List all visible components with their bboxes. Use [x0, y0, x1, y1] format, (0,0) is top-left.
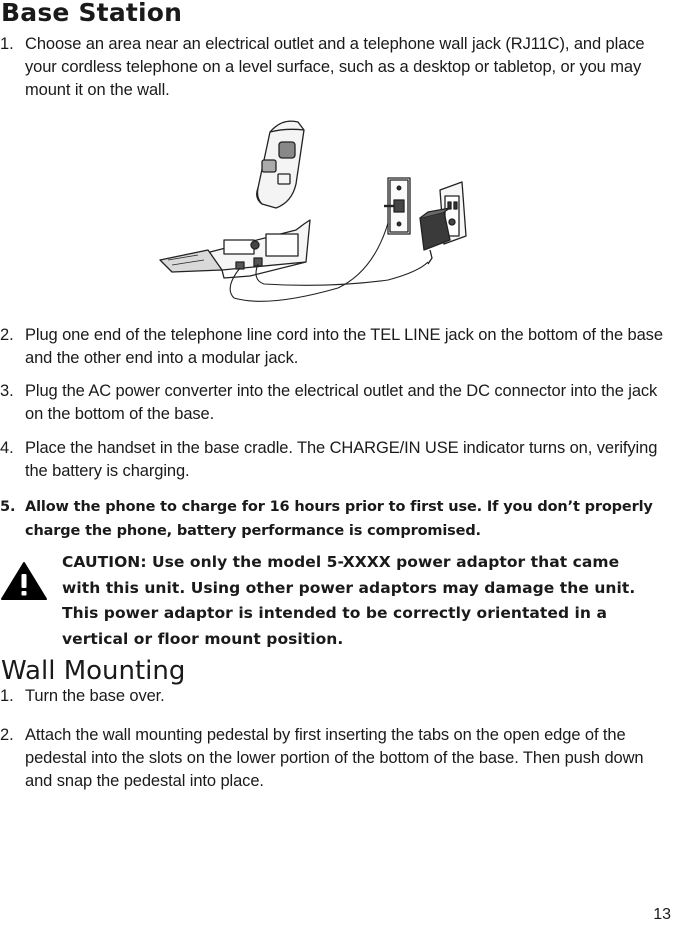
step-number: 2.: [0, 326, 14, 344]
page-number: 13: [653, 906, 671, 923]
base-station-icon: [160, 220, 310, 278]
step-text: Turn the base over.: [25, 687, 165, 705]
step-text: Choose an area near an electrical outlet and a telephone wall jack (RJ11C), and place your cordless telephone on a level surface, such as a desktop or tabletop, or you may mount it on the wall.: [25, 35, 645, 99]
section-title-wall-mounting: Wall Mounting: [1, 656, 186, 686]
step-2: [0, 324, 672, 370]
power-adapter-icon: [420, 208, 450, 264]
handset-icon: [257, 121, 304, 208]
wall-step-1: [0, 685, 672, 708]
step-5: [0, 495, 672, 543]
step-text: Place the handset in the base cradle. The CHARGE/IN USE indicator turns on, verifying the battery is charging.: [25, 439, 658, 480]
step-number: 4.: [0, 439, 14, 457]
caution-notice: CAUTION: Use only the model 5-XXXX power adaptor that came with this unit. Using other power adaptors may damage the unit. This power adaptor is intended to be correctly orientated in a vertical or floor mount position.: [62, 553, 636, 648]
step-3: [0, 380, 672, 426]
step-text: Attach the wall mounting pedestal by first inserting the tabs on the open edge of the pedestal into the slots on the lower portion of the bottom of the base. Then push down and snap the pedestal into place.: [25, 726, 644, 790]
wall-jack-icon: [384, 178, 410, 234]
warning-triangle-icon: [0, 561, 48, 601]
step-number: 2.: [0, 726, 14, 744]
wall-step-2: [0, 724, 672, 793]
cordless-phone-installation-illustration: [158, 112, 478, 312]
step-number: 3.: [0, 382, 14, 400]
step-1: [0, 33, 672, 102]
step-text: Allow the phone to charge for 16 hours prior to first use. If you don’t properly charge the phone, battery performance is compromised.: [25, 499, 653, 539]
step-number: 1.: [0, 687, 14, 705]
step-4: [0, 437, 672, 483]
step-number: 1.: [0, 35, 14, 53]
step-text: Plug the AC power converter into the electrical outlet and the DC connector into the jack on the bottom of the base.: [25, 382, 658, 423]
step-text: Plug one end of the telephone line cord into the TEL LINE jack on the bottom of the base and the other end into a modular jack.: [25, 326, 663, 367]
section-title-base-station: Base Station: [1, 0, 183, 27]
step-number: 5.: [0, 499, 16, 515]
